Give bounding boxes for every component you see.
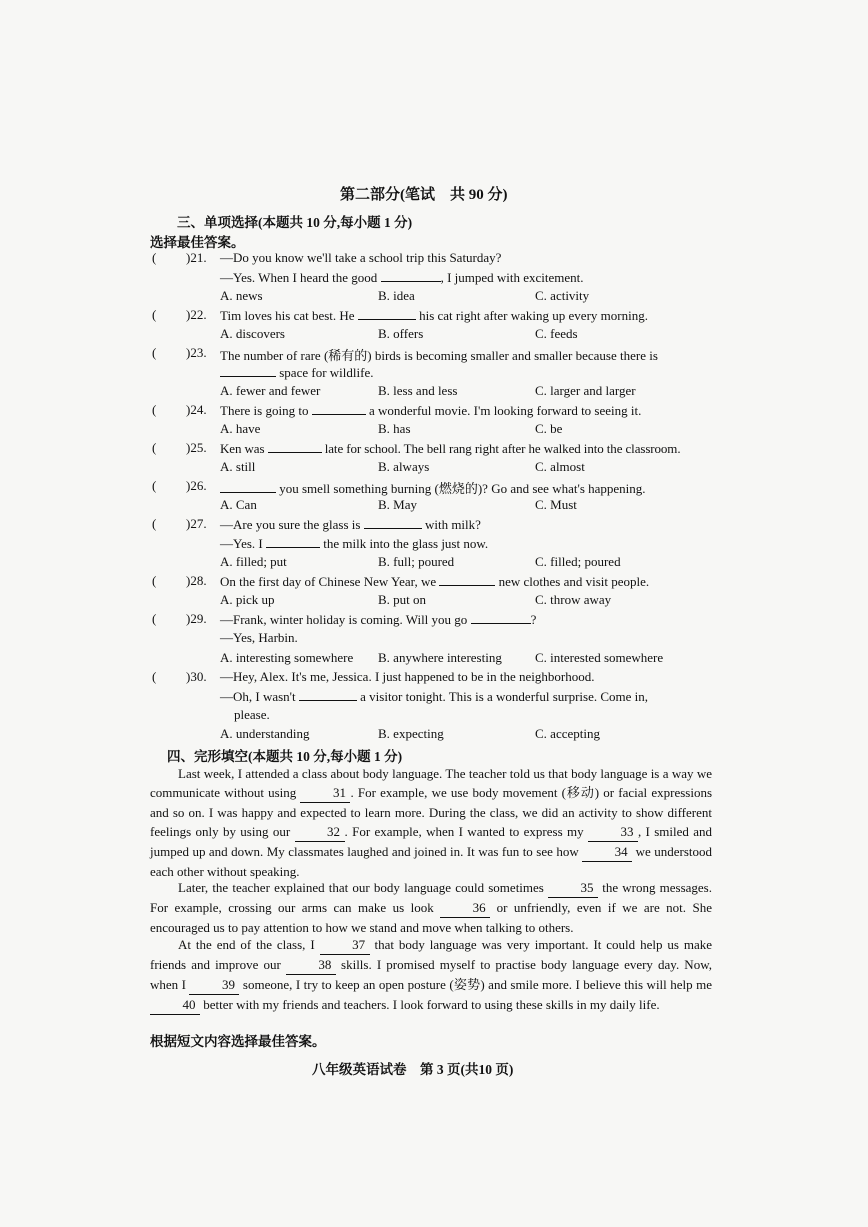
answer-blank [358, 307, 416, 320]
question-text [220, 688, 648, 705]
section-4-title: 四、完形填空(本题共 10 分,每小题 1 分) [167, 749, 403, 764]
option-c: C. activity [535, 288, 590, 303]
option-c: C. be [535, 421, 563, 436]
section-3-title: 三、单项选择(本题共 10 分,每小题 1 分) [177, 215, 413, 230]
cloze-text: skills. I promised myself to practise body language every day. Now, when I [150, 957, 712, 992]
answer-paren: ( [152, 573, 157, 588]
option-c: C. throw away [535, 592, 612, 607]
cloze-blank-31: 31 [300, 783, 350, 803]
cloze-text: or unfriendly, even if we are not. She encouraged us to pay attention to how we stand and move when talking to others. [150, 900, 712, 935]
question-text: —Hey, Alex. It's me, Jessica. I just happened to be in the neighborhood. [220, 669, 595, 684]
answer-blank [268, 440, 322, 453]
cloze-blank-38: 38 [286, 955, 336, 975]
text-segment: —Oh, I wasn't [220, 689, 296, 704]
cloze-text: Last week, I attended a class about body language. The teacher told us that body language is a way we communicate without using [150, 766, 712, 800]
text-segment: Ken was [220, 441, 265, 456]
option-c: C. Must [535, 497, 577, 512]
text-segment: you smell something burning (燃烧的)? Go and see what's happening. [279, 481, 646, 496]
answer-paren: ( [152, 478, 157, 493]
option-c: C. almost [535, 459, 585, 474]
question-number: )26. [186, 478, 207, 493]
option-a: A. still [220, 459, 256, 474]
option-b: B. less and less [378, 383, 458, 398]
text-segment: the milk into the glass just now. [323, 536, 489, 551]
option-b: B. always [378, 459, 430, 474]
option-b: B. has [378, 421, 411, 436]
section-4-instruction: 根据短文内容选择最佳答案。 [150, 1034, 326, 1049]
cloze-text: better with my friends and teachers. I look forward to using these skills in my daily life. [200, 997, 660, 1012]
question-number: )28. [186, 573, 207, 588]
text-segment: a visitor tonight. This is a wonderful surprise. Come in, [360, 689, 649, 704]
option-a: A. understanding [220, 726, 310, 741]
text-segment: late for school. The bell rang right after he walked into the classroom. [324, 441, 681, 456]
cloze-text: someone, I try to keep an open posture (姿势) and smile more. I believe this will help me [239, 977, 712, 992]
cloze-blank-35: 35 [548, 878, 598, 898]
option-b: B. put on [378, 592, 427, 607]
question-text [220, 516, 481, 533]
option-a: A. pick up [220, 592, 275, 607]
question-number: )27. [186, 516, 207, 531]
question-number: )21. [186, 250, 207, 265]
answer-paren: ( [152, 307, 157, 322]
cloze-blank-33: 33 [588, 822, 638, 842]
cloze-text: . For example, we use body movement (移动) or facial expressions and so on. I was happy and expected to learn more. During the class, we did an activity to show different feelings only by using our [150, 785, 713, 839]
text-segment: —Frank, winter holiday is coming. Will you go [220, 612, 468, 627]
part-title: 第二部分(笔试 共 90 分) [340, 187, 508, 203]
cloze-blank-34: 34 [582, 842, 632, 862]
cloze-blank-32: 32 [295, 822, 345, 842]
text-segment: —Are you sure the glass is [220, 517, 361, 532]
answer-blank [471, 611, 531, 624]
question-text: —Do you know we'll take a school trip this Saturday? [220, 250, 502, 265]
question-number: )25. [186, 440, 207, 455]
option-c: C. accepting [535, 726, 600, 741]
option-a: A. have [220, 421, 261, 436]
question-text [220, 269, 584, 286]
question-number: )23. [186, 345, 207, 360]
question-text [220, 573, 649, 590]
cloze-paragraph-3 [150, 935, 712, 1015]
text-segment: There is going to [220, 403, 309, 418]
cloze-paragraph-2 [150, 878, 712, 937]
cloze-paragraph-1 [150, 764, 712, 881]
option-b: B. expecting [378, 726, 444, 741]
cloze-text: . For example, when I wanted to express my [344, 824, 588, 839]
option-a: A. filled; put [220, 554, 287, 569]
cloze-blank-39: 39 [189, 975, 239, 995]
cloze-text: At the end of the class, I [178, 937, 320, 952]
answer-paren: ( [152, 250, 157, 265]
text-segment: space for wildlife. [279, 365, 374, 380]
answer-blank [439, 573, 495, 586]
question-number: )22. [186, 307, 207, 322]
cloze-blank-37: 37 [320, 935, 370, 955]
text-segment: ? [530, 612, 537, 627]
option-c: C. larger and larger [535, 383, 636, 398]
answer-blank [312, 402, 366, 415]
option-b: B. May [378, 497, 417, 512]
cloze-blank-36: 36 [440, 898, 490, 918]
option-c: C. filled; poured [535, 554, 621, 569]
text-segment: his cat right after waking up every morning. [419, 308, 648, 323]
answer-paren: ( [152, 345, 157, 360]
question-text [220, 611, 536, 628]
text-segment: new clothes and visit people. [498, 574, 650, 589]
question-text: please. [234, 707, 270, 722]
question-text [220, 402, 641, 419]
text-segment: , I jumped with excitement. [440, 270, 584, 285]
text-segment: —Yes. When I heard the good [220, 270, 378, 285]
text-segment: Tim loves his cat best. He [220, 308, 355, 323]
question-number: )30. [186, 669, 207, 684]
text-segment: —Yes. I [220, 536, 263, 551]
answer-paren: ( [152, 669, 157, 684]
question-text: —Yes, Harbin. [220, 630, 298, 645]
option-a: A. fewer and fewer [220, 383, 321, 398]
page-footer: 八年级英语试卷 第 3 页(共10 页) [312, 1062, 514, 1077]
option-a: A. Can [220, 497, 257, 512]
question-number: )29. [186, 611, 207, 626]
answer-blank [381, 269, 441, 282]
cloze-text: , I smiled and jumped up and down. My classmates laughed and joined in. It was fun to see how [150, 824, 713, 859]
option-c: C. feeds [535, 326, 578, 341]
question-text [220, 478, 646, 497]
question-text [220, 535, 488, 552]
cloze-text: the wrong messages. For example, crossing our arms can make us look [150, 880, 712, 915]
option-c: C. interested somewhere [535, 650, 664, 665]
option-a: A. news [220, 288, 263, 303]
question-text [220, 364, 373, 381]
answer-paren: ( [152, 440, 157, 455]
text-segment: a wonderful movie. I'm looking forward to seeing it. [368, 403, 642, 418]
option-b: B. idea [378, 288, 415, 303]
cloze-text: that body language was very important. It could help us make friends and improve our [150, 937, 712, 972]
cloze-text: Later, the teacher explained that our body language could sometimes [178, 880, 549, 895]
answer-blank [299, 688, 357, 701]
answer-blank [364, 516, 422, 529]
question-text [220, 440, 680, 457]
option-a: A. discovers [220, 326, 285, 341]
cloze-blank-40: 40 [150, 995, 200, 1015]
text-segment: On the first day of Chinese New Year, we [220, 574, 437, 589]
option-b: B. full; poured [378, 554, 455, 569]
option-b: B. offers [378, 326, 424, 341]
option-b: B. anywhere interesting [378, 650, 502, 665]
section-3-instruction: 选择最佳答案。 [150, 235, 245, 250]
answer-paren: ( [152, 402, 157, 417]
cloze-text: we understood each other without speaking. [150, 844, 712, 879]
answer-blank [266, 535, 320, 548]
answer-paren: ( [152, 611, 157, 626]
question-text: The number of rare (稀有的) birds is becoming smaller and smaller because there is [220, 348, 658, 363]
answer-paren: ( [152, 516, 157, 531]
option-a: A. interesting somewhere [220, 650, 354, 665]
answer-blank [220, 480, 276, 493]
answer-blank [220, 364, 276, 377]
text-segment: with milk? [424, 517, 481, 532]
question-text [220, 307, 648, 324]
question-number: )24. [186, 402, 207, 417]
